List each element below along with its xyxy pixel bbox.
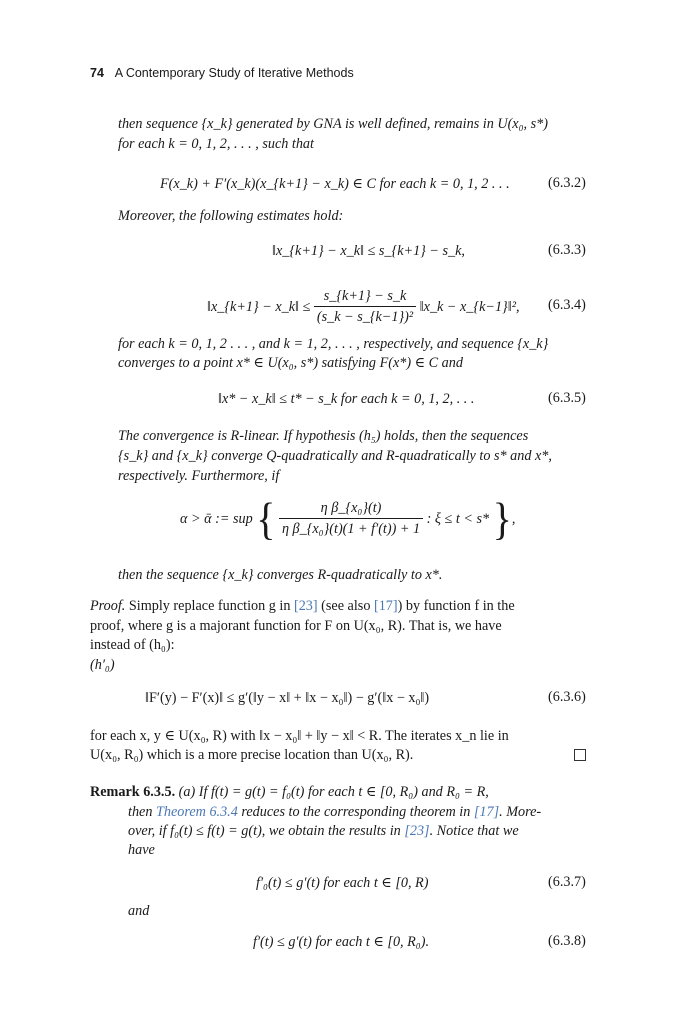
qed-box [574,749,586,761]
theorem-line-6: The convergence is R-linear. If hypothesis (h₅) holds, then the sequences [118,428,529,444]
eq634-fraction [314,286,416,327]
theorem-line-7: {s_k} and {x_k} converge Q-quadratically and R-quadratically to s* and x*, [118,448,552,464]
equation-6-3-7: f′₀(t) ≤ g′(t) for each t ∈ [0, R) [256,875,429,891]
equation-6-3-3: ‖x_{k+1} − x_k‖ ≤ s_{k+1} − s_k, [272,243,465,259]
remark-text-2b: reduces to the corresponding theorem in [241,804,471,820]
remark-text-3b: . Notice that we [429,823,519,839]
ref-23b-link[interactable]: [23] [404,823,430,839]
equation-6-3-8: f′(t) ≤ g′(t) for each t ∈ [0, R₀). [253,934,429,950]
eq634-rhs: ‖x_k − x_{k−1}‖², [419,298,520,315]
eqno-6-3-8: (6.3.8) [548,933,586,949]
alpha-fraction [279,498,423,539]
alpha-cond: : ξ ≤ t < s* [426,510,490,527]
proof-line-2: proof, where g is a majorant function for F on U(x₀, R). That is, we have [90,618,502,634]
remark-line-4: have [128,842,155,858]
running-title: A Contemporary Study of Iterative Methods [114,66,354,80]
proof-text-b: (see also [321,598,371,614]
page-number: 74 [90,66,104,80]
proof-line-5: for each x, y ∈ U(x₀, R) with ‖x − x₀‖ + ‖y − x‖ < R. The iterates x_n lie in [90,728,509,744]
and-word: and [128,903,150,919]
remark-text-3a: over, if f₀(t) ≤ f(t) = g(t), we obtain the results in [128,823,401,839]
running-header [90,66,354,80]
equation-6-3-2: F(x_k) + F′(x_k)(x_{k+1} − x_k) ∈ C for each k = 0, 1, 2 . . . [160,176,510,192]
proof-text-c: ) by function f in the [397,598,515,614]
theorem-line-1: then sequence {x_k} generated by GNA is well defined, remains in U(x₀, s*) [118,116,548,132]
ref-17b-link[interactable]: [17] [473,804,500,820]
eqno-6-3-3: (6.3.3) [548,242,586,258]
remark-text-2c: . More- [499,804,542,820]
eq634-denominator: (s_k − s_{k−1})² [316,309,414,325]
eq634-numerator: s_{k+1} − s_k [314,286,416,307]
remark-label: Remark 6.3.5. [90,784,176,800]
eqno-6-3-2: (6.3.2) [548,175,586,191]
theorem-line-5: converges to a point x* ∈ U(x₀, s*) satisfying F(x*) ∈ C and [118,355,463,371]
ref-23-link[interactable]: [23] [293,598,318,614]
remark-text-1: (a) If f(t) = g(t) = f₀(t) for each t ∈ [0, R₀) and R₀ = R, [178,784,489,800]
proof-line-1 [90,597,515,615]
proof-line-6: U(x₀, R₀) which is a more precise location than U(x₀, R). [90,747,414,763]
theorem-line-9: then the sequence {x_k} converges R-quadratically to x*. [118,567,443,583]
remark-line-2 [128,803,541,821]
equation-6-3-5: ‖x* − x_k‖ ≤ t* − s_k for each k = 0, 1, 2, . . . [218,391,475,407]
proof-label: Proof. [90,598,126,614]
theorem-line-8: respectively. Furthermore, if [118,468,280,484]
remark-text-2a: then [128,804,153,820]
theorem-line-3: Moreover, the following estimates hold: [118,208,344,224]
right-brace: } [492,492,512,544]
alpha-lhs: α > ᾱ := sup [180,510,253,527]
theorem-6-3-4-link[interactable]: Theorem 6.3.4 [155,804,238,820]
proof-text-a: Simply replace function g in [128,598,291,614]
proof-line-4: (h′₀) [90,657,115,673]
left-brace: { [256,492,276,544]
eqno-6-3-6: (6.3.6) [548,689,586,705]
eqno-6-3-4: (6.3.4) [548,297,586,313]
alpha-denominator: η β_{x₀}(t)(1 + f′(t)) + 1 [281,521,421,537]
ref-17-link[interactable]: [17] [373,598,398,614]
theorem-line-4: for each k = 0, 1, 2 . . . , and k = 1, 2, . . . , respectively, and sequence {x_k} [118,336,549,352]
alpha-condition: α > ᾱ := sup { $\frac{\text{η β\_\{x₀\}(t)}}{\text{η β\_\{x₀\}(t)(1 + f′(t)) + 1}}$ : ξ ≤ t < s* }, [180,492,516,544]
alpha-numerator: η β_{x₀}(t) [279,498,423,519]
eq634-lhs: ‖x_{k+1} − x_k‖ ≤ [207,298,311,315]
proof-line-3: instead of (h₀): [90,637,175,653]
eqno-6-3-7: (6.3.7) [548,874,586,890]
equation-6-3-6: ‖F′(y) − F′(x)‖ ≤ g′(‖y − x‖ + ‖x − x₀‖) − g′(‖x − x₀‖) [145,690,430,706]
eqno-6-3-5: (6.3.5) [548,390,586,406]
equation-6-3-4 [207,286,520,327]
remark-line-1 [90,783,489,801]
remark-line-3 [128,822,519,840]
theorem-line-2: for each k = 0, 1, 2, . . . , such that [118,136,314,152]
